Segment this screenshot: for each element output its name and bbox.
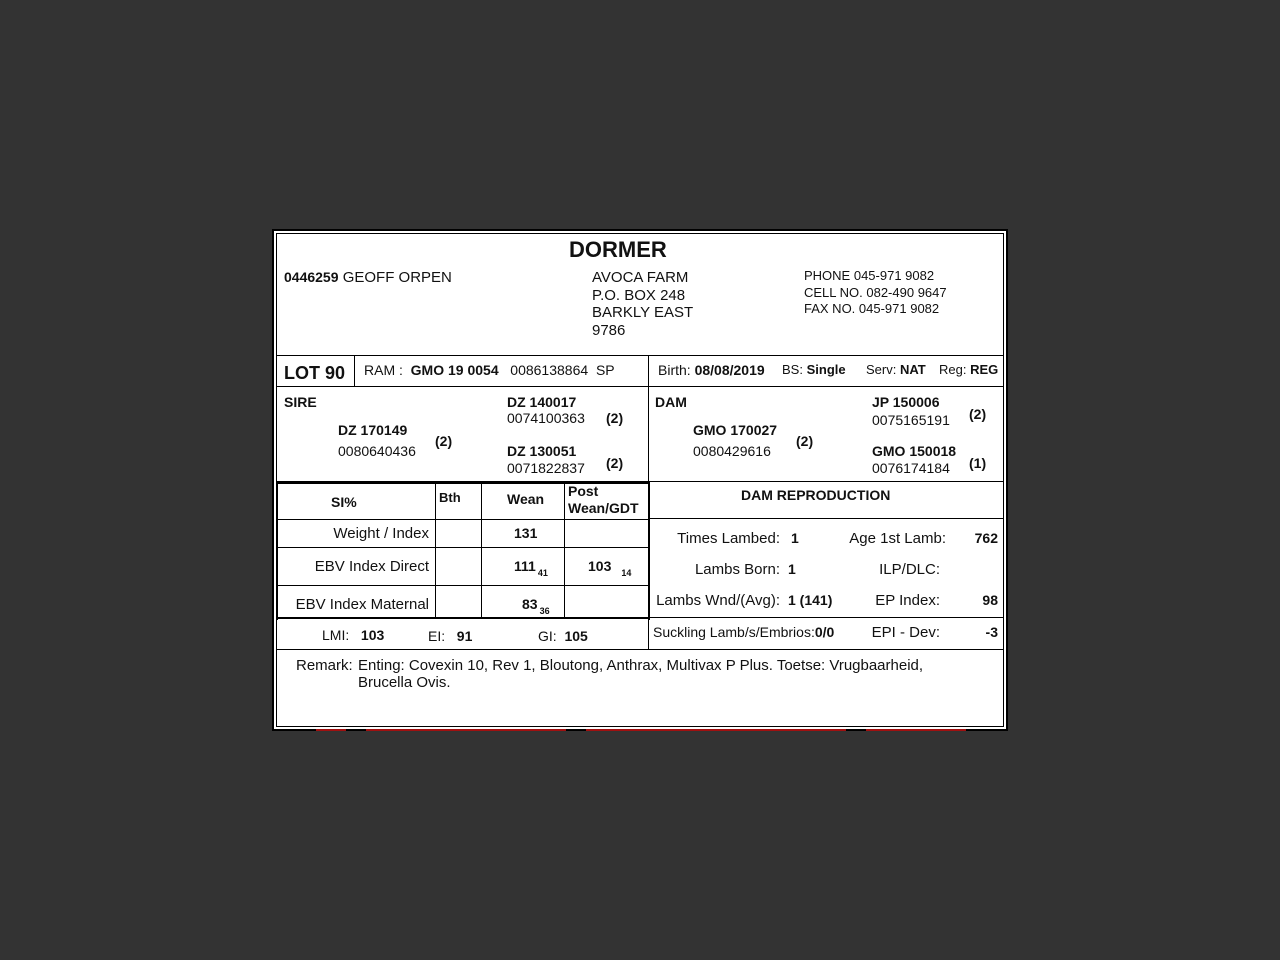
fax: FAX NO. 045-971 9082 (804, 301, 940, 316)
dam-id: GMO 170027 (693, 422, 778, 438)
epi-dev-label: EPI - Dev: (871, 624, 940, 641)
dam-sire-reg: 0075165191 (872, 412, 950, 428)
lambs-wnd-value: 1 (141) (788, 592, 833, 608)
dam-dam-reg: 0076174184 (872, 460, 950, 476)
lmi-label: LMI: (322, 627, 350, 643)
wean-sub: 41 (537, 568, 548, 578)
wean-sub: 36 (539, 606, 550, 616)
row-wean (514, 525, 537, 541)
gi-label: GI: (538, 628, 557, 644)
birth-label: Birth: (658, 362, 691, 378)
serv-value: NAT (899, 362, 926, 377)
suckling-label: Suckling Lamb/s/Embrios: (653, 624, 815, 640)
ram-id: GMO 19 0054 (410, 362, 499, 378)
birth-info (658, 362, 765, 378)
sire-count: (2) (435, 433, 453, 449)
suckling (653, 624, 834, 640)
breeder-address (592, 269, 693, 339)
bs-value: Single (806, 362, 846, 377)
divider (354, 355, 355, 387)
reg-value: REG (970, 362, 999, 377)
divider (276, 355, 1004, 356)
phone: PHONE 045-971 9082 (804, 268, 935, 283)
breed-title: DORMER (569, 237, 667, 262)
lot-number: LOT 90 (284, 363, 346, 383)
times-lambed-label: Times Lambed: (677, 530, 780, 547)
ep-index-value: 98 (982, 592, 998, 608)
epi-dev-value: -3 (985, 624, 998, 640)
ram-info (364, 362, 615, 378)
dam-dam-id: GMO 150018 (872, 443, 957, 459)
sire-sire-count: (2) (606, 410, 624, 426)
cutoff-text-strip (276, 729, 1004, 732)
ei-label: EI: (428, 628, 446, 644)
header-wean: Wean (507, 491, 545, 507)
reproduction-title: DAM REPRODUCTION (741, 487, 891, 503)
wean-value: 131 (514, 525, 538, 541)
remark-line: Enting: Covexin 10, Rev 1, Bloutong, Anthrax, Multivax P Plus. Toetse: Vrugbaarheid, (358, 657, 924, 674)
dam-reg: 0080429616 (693, 443, 771, 459)
wean-value: 83 (522, 596, 538, 612)
dam-label: DAM (655, 394, 687, 410)
breeder-line (284, 269, 452, 286)
reg-info (939, 362, 998, 377)
address-line: AVOCA FARM (592, 269, 689, 286)
row-label: EBV Index Maternal (295, 596, 429, 613)
table-row-line (278, 547, 648, 548)
ei-value: 91 (456, 628, 473, 644)
divider (648, 619, 649, 650)
table-row-line (278, 519, 648, 520)
breeder-name: GEOFF ORPEN (342, 269, 452, 286)
divider (650, 518, 1004, 519)
age-first-lamb-value: 762 (974, 530, 998, 546)
sire-id: DZ 170149 (338, 422, 408, 438)
row-wean (514, 558, 548, 578)
divider (276, 649, 1004, 650)
ep-index-label: EP Index: (875, 592, 940, 609)
table-col (564, 483, 565, 618)
address-line: 9786 (592, 321, 626, 339)
age-first-lamb-label: Age 1st Lamb: (849, 530, 946, 547)
breeder-number: 0446259 (284, 269, 339, 285)
dam-sire-id: JP 150006 (872, 394, 940, 410)
ilp-label: ILP/DLC: (879, 561, 940, 578)
divider (648, 355, 649, 483)
header-si: SI% (331, 494, 357, 510)
table-border (648, 482, 650, 620)
gi (538, 628, 588, 644)
remark-label: Remark: (296, 657, 353, 674)
sire-sire-reg: 0074100363 (507, 410, 585, 426)
gi-value: 105 (564, 628, 588, 644)
header-bth: Bth (439, 490, 461, 505)
header-post (568, 483, 639, 517)
header-post-line1: Post (568, 483, 599, 499)
sire-sire-id: DZ 140017 (507, 394, 577, 410)
sire-label: SIRE (284, 394, 317, 410)
reg-label: Reg: (939, 362, 967, 377)
post-sub: 14 (621, 568, 632, 578)
header-post-line2: Wean/GDT (568, 500, 639, 516)
post-value: 103 (588, 558, 612, 574)
sire-dam-count: (2) (606, 455, 624, 471)
row-wean (522, 596, 550, 616)
birth-date: 08/08/2019 (694, 362, 765, 378)
lmi-value: 103 (360, 627, 385, 643)
ram-label: RAM : (364, 362, 403, 378)
breeder-contact (804, 268, 947, 318)
row-post (588, 558, 632, 578)
suckling-value: 0/0 (814, 624, 835, 640)
dam-count: (2) (796, 433, 814, 449)
lmi (322, 627, 384, 643)
wean-value: 111 (514, 558, 536, 574)
table-col (481, 483, 482, 618)
row-label: Weight / Index (333, 525, 429, 542)
table-row-line (278, 585, 648, 586)
divider (650, 617, 1004, 618)
sire-dam-reg: 0071822837 (507, 460, 585, 476)
address-line: P.O. BOX 248 (592, 286, 686, 304)
lambs-wnd-label: Lambs Wnd/(Avg): (656, 592, 780, 609)
remark-line: Brucella Ovis. (358, 674, 451, 691)
dam-dam-count: (1) (969, 455, 987, 471)
lambs-born-label: Lambs Born: (694, 561, 780, 578)
ram-reg: 0086138864 (510, 362, 589, 378)
table-border (276, 617, 650, 619)
bs-label: BS: (782, 362, 803, 377)
serv-info (866, 362, 926, 377)
times-lambed-value: 1 (791, 530, 799, 546)
row-label: EBV Index Direct (314, 558, 429, 575)
table-border (276, 482, 278, 620)
divider (276, 386, 1004, 387)
sire-reg: 0080640436 (338, 443, 416, 459)
dam-sire-count: (2) (969, 406, 987, 422)
cell: CELL NO. 082-490 9647 (804, 284, 947, 300)
serv-label: Serv: (866, 362, 897, 377)
sire-dam-id: DZ 130051 (507, 443, 577, 459)
ram-suffix: SP (595, 362, 615, 378)
lambs-born-value: 1 (788, 561, 796, 577)
table-col (435, 483, 436, 618)
bs-info (782, 362, 846, 377)
ei (428, 628, 472, 644)
address-line: BARKLY EAST (592, 304, 694, 321)
